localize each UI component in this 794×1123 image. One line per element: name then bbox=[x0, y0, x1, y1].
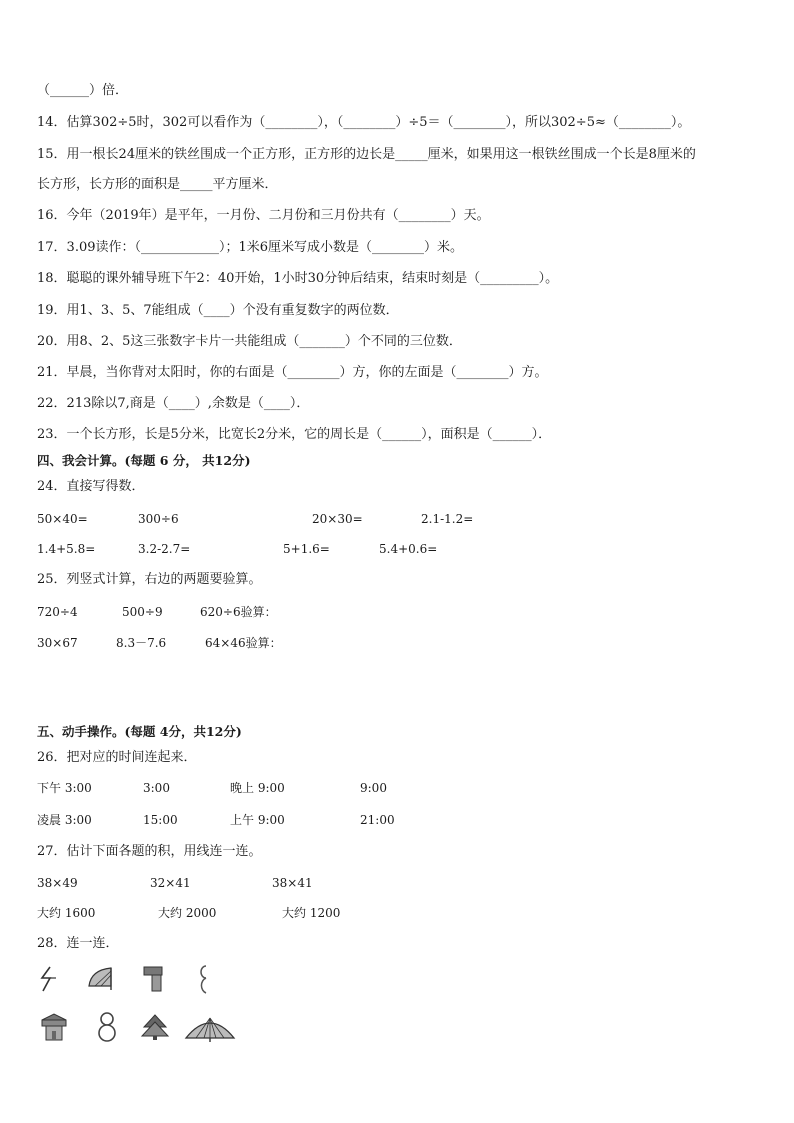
question-16: 16．今年（2019年）是平年，一月份、二月份和三月份共有（________）天。 bbox=[37, 208, 490, 223]
question-18: 18．聪聪的课外辅导班下午2：40开始，1小时30分钟后结束，结束时刻是（_________）。 bbox=[37, 271, 559, 286]
pine-tree-icon bbox=[140, 1013, 170, 1041]
time-item: 3:00 bbox=[143, 781, 170, 795]
question-22: 22．213除以7,商是（____）,余数是（____）． bbox=[37, 396, 310, 411]
half-lightning-icon bbox=[38, 965, 60, 993]
question-24: 24．直接写得数． bbox=[37, 479, 145, 494]
question-25: 25．列竖式计算，右边的两题要验算。 bbox=[37, 572, 262, 587]
half-snowman-icon bbox=[196, 964, 210, 994]
time-item: 凌晨 3:00 bbox=[37, 813, 92, 827]
section-5-heading: 五、动手操作。(每题 4分，共12分) bbox=[37, 724, 242, 739]
snowman-icon bbox=[96, 1011, 118, 1043]
time-item: 下午 3:00 bbox=[37, 781, 92, 795]
calc-item: 1.4+5.8= bbox=[37, 542, 96, 556]
vertical-calc-item: 64×46验算： bbox=[205, 636, 282, 650]
question-20: 20．用8、2、5这三张数字卡片一共能组成（_______）个不同的三位数． bbox=[37, 334, 462, 349]
estimate-item: 38×41 bbox=[272, 876, 313, 890]
question-23: 23．一个长方形，长是5分米，比宽长2分米，它的周长是（______），面积是（______）． bbox=[37, 427, 552, 442]
question-17: 17．3.09读作：（____________）；1米6厘米写成小数是（________）米。 bbox=[37, 240, 464, 255]
question-14: 14．估算302÷5时，302可以看作为（________），（________）÷5＝（________），所以302÷5≈（________）。 bbox=[37, 115, 691, 130]
calc-item: 2.1-1.2= bbox=[421, 512, 474, 526]
house-icon bbox=[40, 1012, 68, 1042]
estimate-item: 大约 1600 bbox=[37, 906, 96, 920]
estimate-item: 大约 2000 bbox=[158, 906, 217, 920]
time-item: 上午 9:00 bbox=[230, 813, 285, 827]
time-item: 晚上 9:00 bbox=[230, 781, 285, 795]
vertical-calc-item: 500÷9 bbox=[122, 605, 163, 619]
estimate-item: 32×41 bbox=[150, 876, 191, 890]
half-house-icon bbox=[142, 965, 164, 993]
question-21: 21．早晨，当你背对太阳时，你的右面是（________）方，你的左面是（________）方。 bbox=[37, 365, 548, 380]
q13-tail: （______）倍． bbox=[37, 83, 129, 98]
calc-item: 50×40= bbox=[37, 512, 88, 526]
half-umbrella-icon bbox=[87, 966, 115, 992]
question-27: 27．估计下面各题的积，用线连一连。 bbox=[37, 844, 262, 859]
calc-item: 3.2-2.7= bbox=[138, 542, 191, 556]
question-26: 26．把对应的时间连起来． bbox=[37, 750, 197, 765]
calc-item: 300÷6 bbox=[138, 512, 179, 526]
time-item: 15:00 bbox=[143, 813, 178, 827]
calc-item: 5.4+0.6= bbox=[379, 542, 438, 556]
time-item: 9:00 bbox=[360, 781, 387, 795]
calc-item: 5+1.6= bbox=[283, 542, 330, 556]
time-item: 21:00 bbox=[360, 813, 395, 827]
calc-item: 20×30= bbox=[312, 512, 363, 526]
question-19: 19．用1、3、5、7能组成（____）个没有重复数字的两位数． bbox=[37, 303, 399, 318]
vertical-calc-item: 620÷6验算： bbox=[200, 605, 277, 619]
question-15-line2: 长方形，长方形的面积是_____平方厘米． bbox=[37, 177, 278, 192]
vertical-calc-item: 8.3－7.6 bbox=[116, 636, 167, 650]
estimate-item: 38×49 bbox=[37, 876, 78, 890]
vertical-calc-item: 30×67 bbox=[37, 636, 78, 650]
question-15-line1: 15．用一根长24厘米的铁丝围成一个正方形，正方形的边长是_____厘米，如果用这一根铁丝围成一个长是8厘米的 bbox=[37, 147, 696, 162]
section-4-heading: 四、我会计算。(每题 6 分， 共12分) bbox=[37, 453, 251, 468]
umbrella-icon bbox=[184, 1014, 236, 1042]
question-28: 28．连一连． bbox=[37, 936, 119, 951]
estimate-item: 大约 1200 bbox=[282, 906, 341, 920]
vertical-calc-item: 720÷4 bbox=[37, 605, 78, 619]
